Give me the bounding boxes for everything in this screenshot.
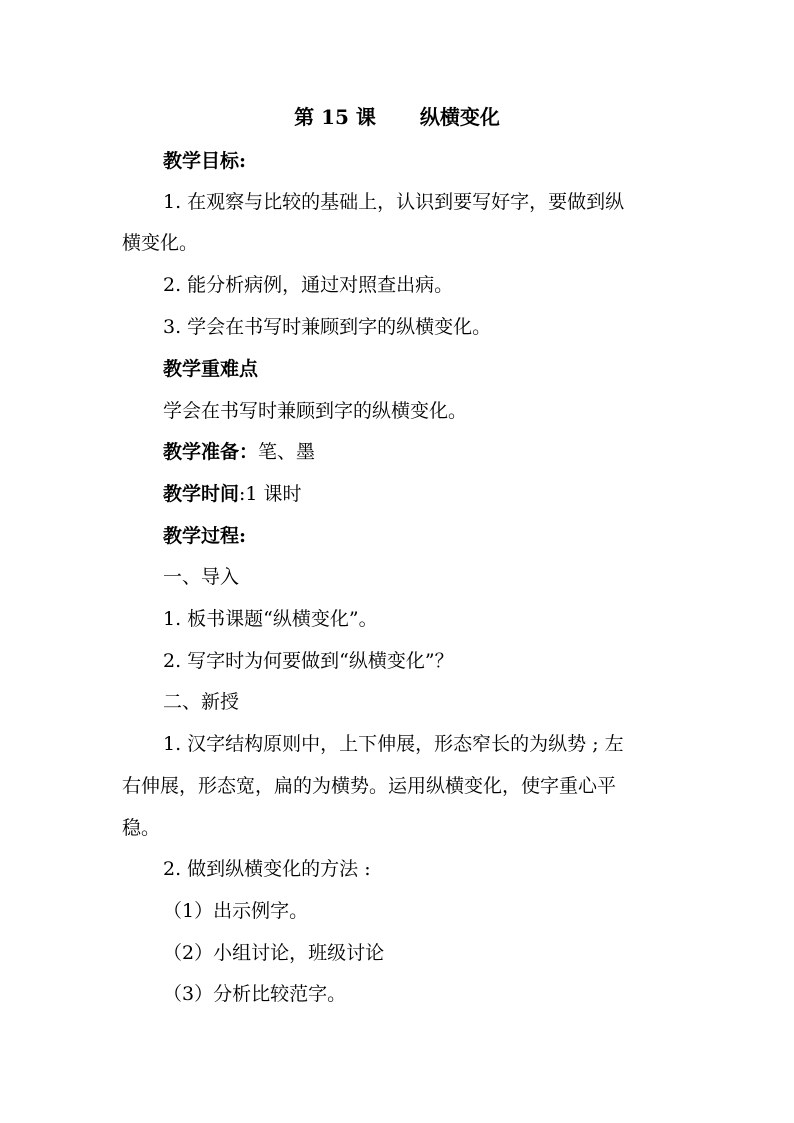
time-line (163, 481, 302, 507)
goal-2: 2. 能分析病例，通过对照查出病。 (163, 274, 454, 296)
section-2-heading: 二、新授 (163, 691, 240, 713)
goal-1-line-2: 横变化。 (122, 232, 199, 254)
section-2-item-1-line-2: 右伸展，形态宽，扁的为横势。运用纵横变化，使字重心平 (122, 775, 617, 797)
section-2-item-1-line-1: 1. 汉字结构原则中，上下伸展，形态窄长的为纵势 ; 左 (163, 733, 624, 755)
time-label: 教学时间 (163, 483, 240, 505)
goal-3: 3. 学会在书写时兼顾到字的纵横变化。 (163, 316, 492, 338)
prep-line (163, 439, 315, 465)
keypoints-text: 学会在书写时兼顾到字的纵横变化。 (163, 400, 468, 422)
prep-label: 教学准备： (163, 441, 259, 463)
page-title (0, 104, 794, 130)
keypoints-heading: 教学重难点 (163, 358, 259, 380)
sub-item-3: （3）分析比较范字。 (163, 983, 347, 1005)
process-heading: 教学过程: (163, 525, 247, 547)
lesson-name: 纵横变化 (419, 105, 500, 129)
section-2-item-1-line-3: 稳。 (122, 817, 161, 839)
sub-item-1: （1）出示例字。 (163, 900, 309, 922)
section-1-heading: 一、导入 (163, 566, 240, 588)
goals-heading: 教学目标: (163, 150, 247, 172)
lesson-number: 第 15 课 (294, 105, 376, 129)
sub-item-2: （2）小组讨论，班级讨论 (163, 942, 385, 964)
time-value: :1 课时 (239, 483, 302, 505)
section-1-item-2: 2. 写字时为何要做到“纵横变化”？ (163, 650, 454, 672)
section-2-item-2: 2. 做到纵横变化的方法 : (163, 858, 371, 880)
prep-value: 笔、墨 (258, 441, 316, 463)
goal-1-line-1: 1. 在观察与比较的基础上，认识到要写好字，要做到纵 (163, 191, 625, 213)
section-1-item-1: 1. 板书课题“纵横变化”。 (163, 608, 378, 630)
